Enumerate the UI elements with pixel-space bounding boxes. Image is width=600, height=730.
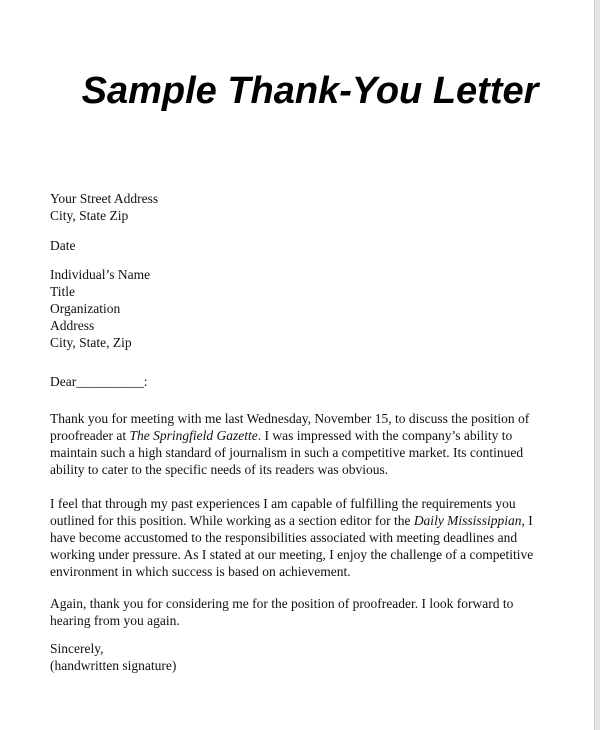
recipient-address — [50, 266, 570, 351]
signature-placeholder: (handwritten signature) — [50, 658, 177, 673]
paragraph-2-line — [50, 512, 570, 529]
paragraph-2-line: working under pressure. As I stated at our meeting, I enjoy the challenge of a competitive — [50, 547, 534, 562]
salutation — [50, 373, 570, 390]
paragraph-2-line: have become accustomed to the responsibilities associated with meeting deadlines and — [50, 530, 518, 545]
recipient-address-line: Address — [50, 318, 95, 333]
paragraph-2-line: environment in which success is based on achievement. — [50, 564, 351, 579]
paragraph-2 — [50, 495, 570, 580]
newspaper-name: The Springfield Gazette — [129, 428, 258, 443]
recipient-name: Individual’s Name — [50, 267, 151, 282]
paragraph-2-text: outlined for this position. While working as a section editor for the — [50, 513, 414, 528]
paragraph-1-line: maintain such a high standard of journalism in such a competitive market. Its continued — [50, 445, 524, 460]
paragraph-2-line: I feel that through my past experiences I am capable of fulfilling the requirements you — [50, 496, 516, 511]
recipient-city: City, State, Zip — [50, 335, 132, 350]
sender-address — [50, 190, 570, 224]
paragraph-1-line — [50, 427, 570, 444]
sender-city: City, State Zip — [50, 208, 129, 223]
page-gutter — [595, 0, 600, 730]
paragraph-3-line: Again, thank you for considering me for the position of proofreader. I look forward to — [50, 596, 514, 611]
paragraph-1-line: ability to cater to the specific needs of its readers was obvious. — [50, 462, 389, 477]
paragraph-2-text: , I — [521, 513, 533, 528]
letter-date — [50, 237, 570, 254]
paragraph-3-line: hearing from you again. — [50, 613, 180, 628]
paragraph-3 — [50, 595, 570, 629]
paragraph-1-text: proofreader at — [50, 428, 130, 443]
paragraph-1-text: . I was impressed with the company’s ability to — [257, 428, 513, 443]
date-text: Date — [50, 238, 76, 253]
closing-text: Sincerely, — [50, 641, 104, 656]
recipient-organization: Organization — [50, 301, 121, 316]
paragraph-1 — [50, 410, 570, 478]
closing-block — [50, 640, 570, 674]
sender-street: Your Street Address — [50, 191, 159, 206]
newspaper-name: Daily Mississippian — [413, 513, 522, 528]
recipient-title: Title — [50, 284, 76, 299]
paragraph-1-line: Thank you for meeting with me last Wednesday, November 15, to discuss the position of — [50, 411, 530, 426]
page-title: Sample Thank-You Letter — [81, 70, 539, 112]
salutation-text: Dear__________: — [50, 374, 148, 389]
